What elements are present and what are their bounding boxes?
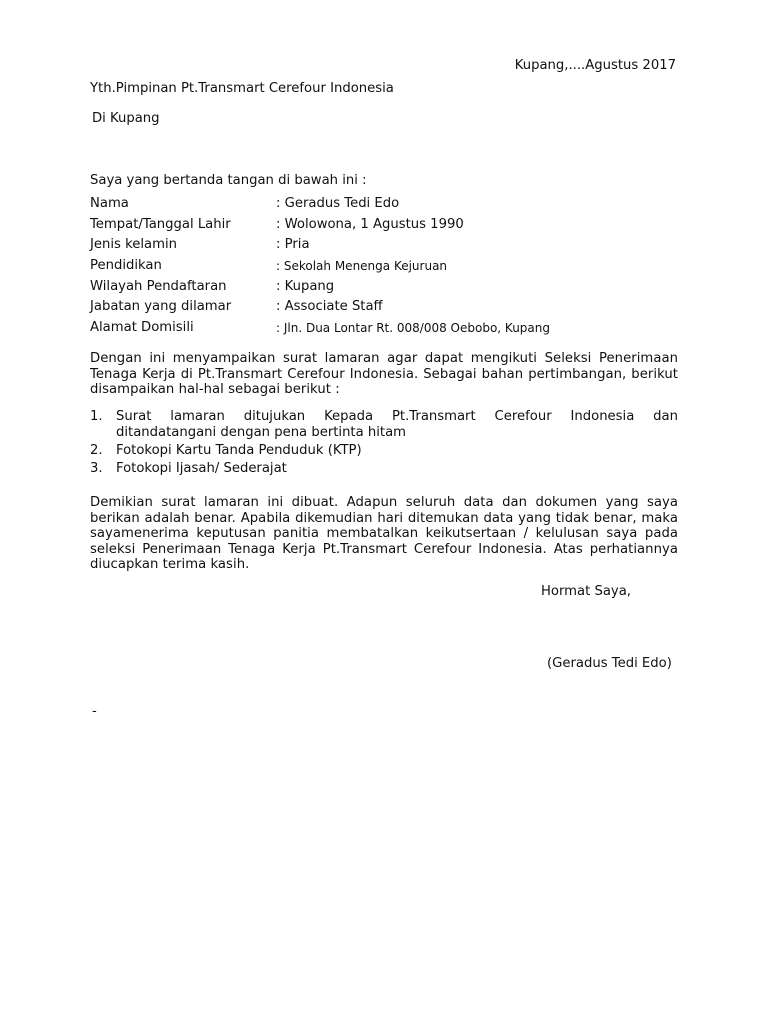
list-item-number: 2. [90,442,103,458]
letter-paragraph-2: Demikian surat lamaran ini dibuat. Adapun seluruh data dan dokumen yang saya berikan adalah benar. Apabila dikemudian hari ditemukan data yang tidak benar, maka sayamenerima keputusan panitia membatalkan keikutsertaan / kelulusan saya pada seleksi Penerimaan Tenaga Kerja Pt.Transmart Cerefour Indonesia. Atas perhatiannya diucapkan terima kasih. [90,495,678,573]
list-item-text: Fotokopi Ijasah/ Sederajat [116,460,287,476]
info-value: : Kupang [276,278,335,294]
info-value: : Jln. Dua Lontar Rt. 008/008 Oebobo, Kupang [276,321,550,336]
info-label: Wilayah Pendaftaran [90,278,227,294]
list-item [90,461,678,477]
info-row-birth [90,217,690,238]
letter-closing: Hormat Saya, [541,584,631,599]
info-row-name [90,196,690,217]
letter-intro: Saya yang bertanda tangan di bawah ini : [90,173,367,188]
info-label: Tempat/Tanggal Lahir [90,216,231,232]
info-value: : Geradus Tedi Edo [276,196,400,211]
info-label: Nama [90,196,129,211]
documents-list [90,409,678,479]
list-item-number: 3. [90,460,103,476]
info-label: Jabatan yang dilamar [90,299,232,315]
applicant-info-table [90,196,690,341]
info-row-address [90,320,690,341]
list-item [90,409,678,440]
trailing-mark: - [92,704,97,719]
info-label: Jenis kelamin [90,237,177,253]
info-row-education [90,258,690,279]
info-value: : Sekolah Menenga Kejuruan [276,259,448,274]
info-label: Pendidikan [90,258,162,274]
info-row-position [90,299,690,320]
letter-place: Di Kupang [92,111,160,126]
list-item-text: Fotokopi Kartu Tanda Penduduk (KTP) [116,442,362,458]
info-row-gender [90,237,690,258]
info-value: : Wolowona, 1 Agustus 1990 [276,216,464,232]
list-item-text: Surat lamaran ditujukan Kepada Pt.Transmart Cerefour Indonesia dan ditandatangani dengan pena bertinta hitam [116,409,678,440]
list-item-number: 1. [90,409,103,424]
info-value: : Pria [276,237,310,253]
letter-paragraph-1: Dengan ini menyampaikan surat lamaran agar dapat mengikuti Seleksi Penerimaan Tenaga Kerja di Pt.Transmart Cerefour Indonesia. Sebagai bahan pertimbangan, berikut disampaikan hal-hal sebagai berikut : [90,351,678,398]
letter-date: Kupang,....Agustus 2017 [514,58,676,73]
info-row-region [90,279,690,300]
list-item [90,443,678,459]
letter-recipient: Yth.Pimpinan Pt.Transmart Cerefour Indonesia [90,81,394,96]
letter-signature: (Geradus Tedi Edo) [547,656,672,671]
info-label: Alamat Domisili [90,320,194,336]
info-value: : Associate Staff [276,299,383,315]
